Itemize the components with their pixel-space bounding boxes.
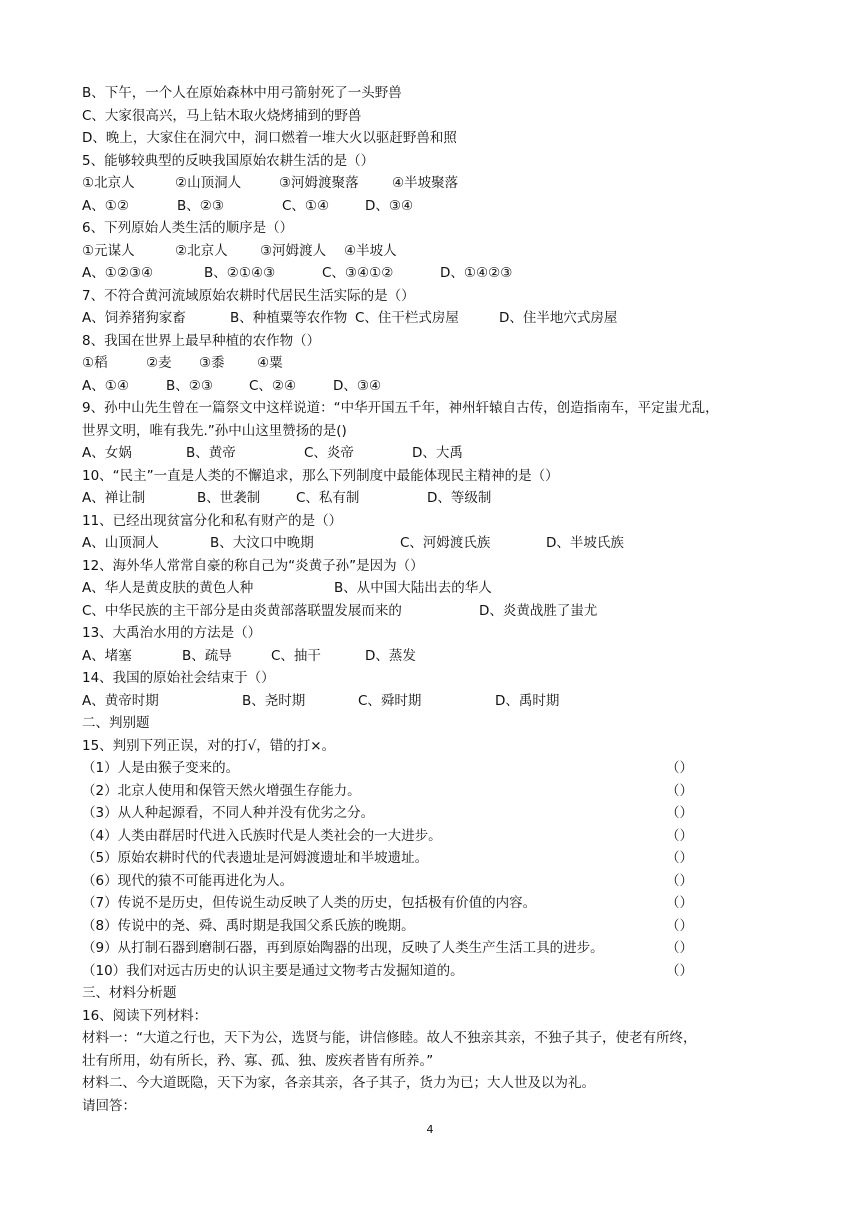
option-item: ③河姆渡聚落 [279, 175, 359, 191]
text-line: 16、阅读下列材料： [82, 1007, 208, 1024]
options-row [82, 532, 782, 555]
option-item: C、住干栏式房屋 [355, 310, 459, 326]
judge-item [82, 847, 782, 870]
text-line: 11、已经出现贫富分化和私有财产的是（） [82, 512, 343, 529]
text-line: 三、材料分析题 [82, 985, 177, 1001]
judge-statement: （7）传说不是历史，但传说生动反映了人类的历史，包括极有价值的内容。 [82, 895, 537, 911]
text-line: 请回答： [82, 1097, 136, 1114]
option-item: ④半坡聚落 [392, 175, 459, 191]
judge-item [82, 780, 782, 803]
answer-blank[interactable]: （） [666, 872, 693, 889]
option-item: B、从中国大陆出去的华人 [334, 580, 492, 596]
option-item: A、黄帝时期 [82, 692, 159, 709]
answer-blank[interactable]: （） [666, 827, 693, 844]
judge-item [82, 937, 782, 960]
option-item: C、①④ [282, 197, 330, 214]
option-item: D、半坡氏族 [546, 535, 624, 551]
option-item: D、炎黄战胜了蚩尤 [479, 602, 598, 619]
option-item: ②麦 [146, 355, 172, 371]
text-line: 二、判别题 [82, 715, 150, 731]
options-row [82, 577, 782, 600]
judge-statement: （9）从打制石器到磨制石器，再到原始陶器的出现，反映了人类生产生活工具的进步。 [82, 940, 604, 956]
option-item: C、私有制 [296, 490, 360, 506]
options-row [82, 307, 782, 330]
option-item: D、住半地穴式房屋 [499, 310, 618, 326]
option-item: B、②③ [166, 377, 213, 394]
text-line: 7、不符合黄河流域原始农耕时代居民生活实际的是（） [82, 287, 415, 304]
judge-statement: （4）人类由群居时代进入氏族时代是人类社会的一大进步。 [82, 827, 442, 844]
text-line: 10、“民主”一直是人类的不懈追求，那么下列制度中最能体现民主精神的是（） [82, 467, 559, 484]
option-item: ③黍 [199, 355, 225, 371]
text-line: 材料一：“大道之行也，天下为公，选贤与能，讲信修睦。故人不独亲其亲，不独子其子，使老有所终， [82, 1030, 697, 1046]
text-line: D、晚上，大家住在洞穴中，洞口燃着一堆大火以驱赶野兽和照 [82, 130, 457, 146]
answer-blank[interactable]: （） [666, 782, 693, 799]
option-item: D、③④ [333, 377, 382, 394]
option-item: D、③④ [365, 197, 414, 214]
option-item: B、②③ [177, 197, 224, 214]
option-item: C、抽干 [271, 647, 321, 664]
option-item: B、大汶口中晚期 [210, 535, 314, 551]
document-body [82, 82, 782, 1117]
text-line: 14、我国的原始社会结束于（） [82, 670, 275, 686]
option-item: B、②①④③ [204, 265, 276, 281]
options-row [82, 645, 782, 668]
answer-blank[interactable]: （） [666, 760, 693, 776]
option-item: A、女娲 [82, 445, 132, 461]
option-item: ④半坡人 [344, 242, 397, 259]
option-item: D、蒸发 [365, 647, 416, 664]
option-item: ①北京人 [82, 175, 135, 191]
option-item: A、山顶洞人 [82, 535, 159, 551]
page-number: 4 [426, 1123, 434, 1136]
judge-statement: （3）从人种起源看，不同人种并没有优劣之分。 [82, 805, 375, 821]
option-item: C、炎帝 [304, 445, 354, 461]
option-item: ④粟 [257, 355, 283, 371]
answer-blank[interactable]: （） [666, 850, 693, 866]
text-line: C、大家很高兴，马上钻木取火烧烤捕到的野兽 [82, 107, 362, 124]
option-item: C、②④ [249, 377, 297, 394]
judge-item [82, 757, 782, 780]
judge-item [82, 802, 782, 825]
judge-item [82, 870, 782, 893]
text-line: 5、能够较典型的反映我国原始农耕生活的是（） [82, 152, 375, 169]
option-item: D、禹时期 [495, 692, 560, 709]
answer-blank[interactable]: （） [666, 805, 693, 821]
options-row [82, 195, 782, 218]
option-item: B、世袭制 [197, 490, 261, 506]
option-item: D、大禹 [412, 445, 463, 461]
text-line: 世界文明，唯有我先.”孙中山这里赞扬的是() [82, 422, 347, 439]
text-line: 13、大禹治水用的方法是（） [82, 625, 262, 641]
judge-item [82, 915, 782, 938]
text-line: 壮有所用，幼有所长，矜、寡、孤、独、废疾者皆有所养。” [82, 1052, 434, 1069]
option-item: ③河姆渡人 [260, 242, 327, 259]
judge-statement: （6）现代的猿不可能再进化为人。 [82, 872, 294, 889]
options-row [82, 240, 782, 263]
option-item: C、③④①② [322, 265, 394, 281]
options-row [82, 172, 782, 195]
option-item: ①元谋人 [82, 242, 135, 259]
judge-statement: （2）北京人使用和保管天然火增强生存能力。 [82, 782, 361, 799]
options-row [82, 487, 782, 510]
option-item: ②北京人 [175, 242, 228, 259]
option-item: C、河姆渡氏族 [400, 535, 491, 551]
text-line: 6、下列原始人类生活的顺序是（） [82, 220, 294, 236]
judge-statement: （1）人是由猴子变来的。 [82, 760, 240, 776]
answer-blank[interactable]: （） [666, 895, 693, 911]
option-item: B、尧时期 [242, 692, 306, 709]
options-row [82, 262, 782, 285]
option-item: A、①④ [82, 377, 129, 394]
judge-item [82, 825, 782, 848]
option-item: ①稻 [82, 355, 108, 371]
text-line: 15、判别下列正误，对的打√，错的打×。 [82, 737, 336, 754]
text-line: 9、孙中山先生曾在一篇祭文中这样说道：“中华开国五千年，神州轩辕自古传，创造指南车，平定蚩尤乱， [82, 400, 719, 416]
text-line: 8、我国在世界上最早种植的农作物（） [82, 332, 321, 349]
option-item: B、黄帝 [186, 445, 236, 461]
answer-blank[interactable]: （） [666, 962, 693, 979]
text-line: B、下午，一个人在原始森林中用弓箭射死了一头野兽 [82, 85, 402, 101]
options-row [82, 690, 782, 713]
judge-statement: （5）原始农耕时代的代表遗址是河姆渡遗址和半坡遗址。 [82, 850, 429, 866]
option-item: A、禅让制 [82, 490, 146, 506]
judge-statement: （10）我们对远古历史的认识主要是通过文物考古发掘知道的。 [82, 962, 464, 979]
option-item: A、华人是黄皮肤的黄色人种 [82, 580, 254, 596]
options-row [82, 600, 782, 623]
judge-item [82, 892, 782, 915]
text-line: 12、海外华人常常自豪的称自己为“炎黄子孙”是因为（） [82, 557, 424, 574]
options-row [82, 352, 782, 375]
options-row [82, 375, 782, 398]
option-item: B、疏导 [182, 647, 232, 664]
option-item: D、等级制 [427, 490, 492, 506]
answer-blank[interactable]: （） [666, 917, 693, 934]
answer-blank[interactable]: （） [666, 940, 693, 956]
option-item: B、种植粟等农作物 [230, 310, 348, 326]
option-item: D、①④②③ [440, 265, 513, 281]
option-item: ②山顶洞人 [175, 175, 242, 191]
text-line: 材料二、今大道既隐，天下为家，各亲其亲，各子其子，货力为已；大人世及以为礼。 [82, 1075, 595, 1091]
option-item: A、饲养猪狗家畜 [82, 310, 186, 326]
option-item: A、①②③④ [82, 265, 154, 281]
option-item: C、中华民族的主干部分是由炎黄部落联盟发展而来的 [82, 602, 402, 619]
options-row [82, 442, 782, 465]
judge-statement: （8）传说中的尧、舜、禹时期是我国父系氏族的晚期。 [82, 917, 415, 934]
option-item: A、①② [82, 197, 129, 214]
option-item: A、堵塞 [82, 647, 132, 664]
judge-item [82, 960, 782, 983]
option-item: C、舜时期 [358, 692, 422, 709]
